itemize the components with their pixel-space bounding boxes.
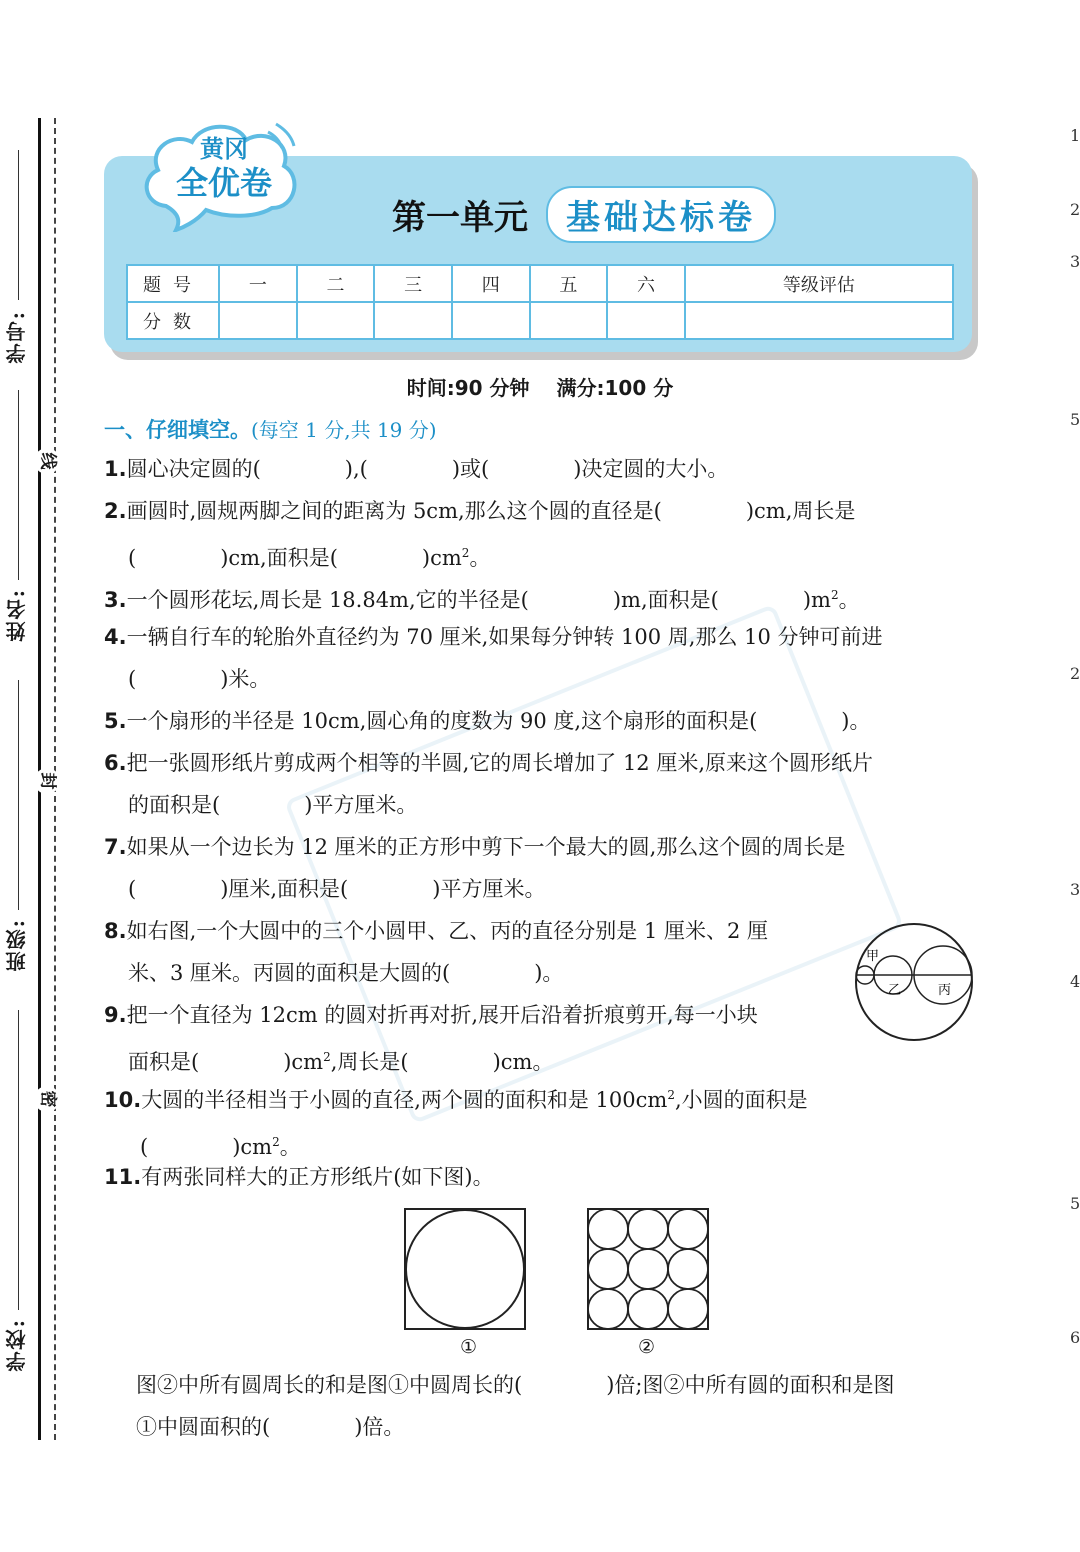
figure-q8	[852, 920, 976, 1048]
question-11: 11.有两张同样大的正方形纸片(如下图)。	[104, 1165, 494, 1189]
small-circle	[668, 1289, 708, 1329]
name-label: 姓名:	[5, 588, 29, 642]
class-label: 班级:	[5, 918, 29, 972]
small-circle	[668, 1209, 708, 1249]
edge-mark: 5	[1070, 1194, 1080, 1213]
score-cell[interactable]	[685, 302, 953, 339]
small-circle	[588, 1209, 628, 1249]
figure-label-2: ②	[638, 1336, 656, 1358]
question-10: 10.大圆的半径相当于小圆的直径,两个圆的面积和是 $100cm^2$,小圆的面积是 ( )$cm^2$。	[104, 1088, 808, 1159]
edge-mark: 3	[1070, 880, 1080, 899]
figure-label-1: ①	[460, 1336, 478, 1358]
big-circle	[406, 1210, 524, 1328]
exam-meta	[0, 372, 1080, 401]
seal-feng: 封	[34, 768, 60, 794]
question-3: 3.一个圆形花坛,周长是 18.84m,它的半径是( )m,面积是( )$m^2$。	[104, 588, 860, 612]
school-label: 学校:	[5, 1318, 29, 1372]
small-circle	[668, 1249, 708, 1289]
score-cell[interactable]	[452, 302, 530, 339]
score-cell[interactable]	[219, 302, 297, 339]
question-2: 2.画圆时,圆规两脚之间的距离为 5cm,那么这个圆的直径是( )cm,周长是 ( )cm,面积是( )$cm^2$。	[104, 499, 856, 570]
score-cell[interactable]	[374, 302, 452, 339]
column-header: 二	[297, 265, 375, 302]
edge-mark: 3	[1070, 252, 1080, 271]
question-4: 4.一辆自行车的轮胎外直径约为 70 厘米,如果每分钟转 100 周,那么 10 分钟可前进 ( )米。	[104, 625, 883, 691]
page-title	[392, 186, 776, 243]
row-label: 题号	[127, 265, 219, 302]
section-note: (每空 1 分,共 19 分)	[251, 418, 437, 442]
question-6: 6.把一张圆形纸片剪成两个相等的半圆,它的周长增加了 12 厘米,原来这个圆形纸片 的面积是( )平方厘米。	[104, 751, 874, 817]
large-circle	[856, 924, 972, 1040]
subtitle-badge: 基础达标卷	[546, 186, 776, 243]
score-table-header-row	[127, 265, 953, 302]
school-line	[18, 1010, 19, 1310]
column-header: 四	[452, 265, 530, 302]
row-label: 分数	[127, 302, 219, 339]
binding-margin	[0, 0, 70, 1552]
seal-mi: 密	[34, 1086, 60, 1112]
column-header: 等级评估	[685, 265, 953, 302]
figure-q11	[404, 1208, 714, 1358]
small-circle	[628, 1249, 668, 1289]
nested-circles-diagram	[852, 920, 976, 1044]
score-table-score-row	[127, 302, 953, 339]
section-heading: 一、仔细填空。	[104, 418, 251, 442]
question-9: 9.把一个直径为 12cm 的圆对折再对折,展开后沿着折痕剪开,每一小块 面积是( )$cm^2$,周长是( )cm。	[104, 1003, 758, 1074]
seal-xian: 线	[34, 448, 60, 474]
edge-mark: 2	[1070, 200, 1080, 219]
column-header: 一	[219, 265, 297, 302]
score-table	[126, 264, 954, 340]
edge-mark: 2	[1070, 664, 1080, 683]
small-circle	[588, 1289, 628, 1329]
score-cell[interactable]	[530, 302, 608, 339]
column-header: 五	[530, 265, 608, 302]
small-circles	[588, 1209, 708, 1329]
section-title	[104, 414, 437, 444]
label-jia: 甲	[866, 949, 880, 964]
name-line	[18, 390, 19, 580]
label-bing: 丙	[938, 983, 952, 998]
student-id-line	[18, 150, 19, 300]
score-cell[interactable]	[297, 302, 375, 339]
score-cell[interactable]	[607, 302, 685, 339]
small-circle	[588, 1249, 628, 1289]
logo-line2: 全优卷	[175, 164, 272, 202]
small-circle	[628, 1289, 668, 1329]
question-5: 5.一个扇形的半径是 10cm,圆心角的度数为 90 度,这个扇形的面积是( )。	[104, 709, 871, 733]
full-score: 满分:100 分	[556, 376, 674, 400]
edge-mark: 5	[1070, 410, 1080, 429]
edge-mark: 1	[1070, 126, 1080, 145]
class-line	[18, 680, 19, 910]
time-limit: 时间:90 分钟	[406, 376, 530, 400]
square-2	[588, 1209, 708, 1329]
question-8: 8.如右图,一个大圆中的三个小圆甲、乙、丙的直径分别是 1 厘米、2 厘 米、3 厘米。丙圆的面积是大圆的( )。	[104, 919, 769, 985]
question-7: 7.如果从一个边长为 12 厘米的正方形中剪下一个最大的圆,那么这个圆的周长是 ( )厘米,面积是( )平方厘米。	[104, 835, 846, 901]
column-header: 三	[374, 265, 452, 302]
question-1: 1.圆心决定圆的( ),( )或( )决定圆的大小。	[104, 457, 729, 481]
brand-logo	[136, 118, 302, 232]
edge-mark: 6	[1070, 1328, 1080, 1347]
logo-line1: 黄冈	[200, 135, 248, 163]
column-header: 六	[607, 265, 685, 302]
unit-title: 第一单元	[392, 198, 528, 238]
student-id-label: 学号:	[5, 310, 29, 364]
edge-mark: 4	[1070, 972, 1080, 991]
square-circles-diagram	[404, 1208, 714, 1332]
label-yi: 乙	[888, 983, 902, 998]
small-circle	[628, 1209, 668, 1249]
question-11-body: 图②中所有圆周长的和是图①中圆周长的( )倍;图②中所有圆的面积和是图 ①中圆面积的( )倍。	[136, 1373, 895, 1439]
